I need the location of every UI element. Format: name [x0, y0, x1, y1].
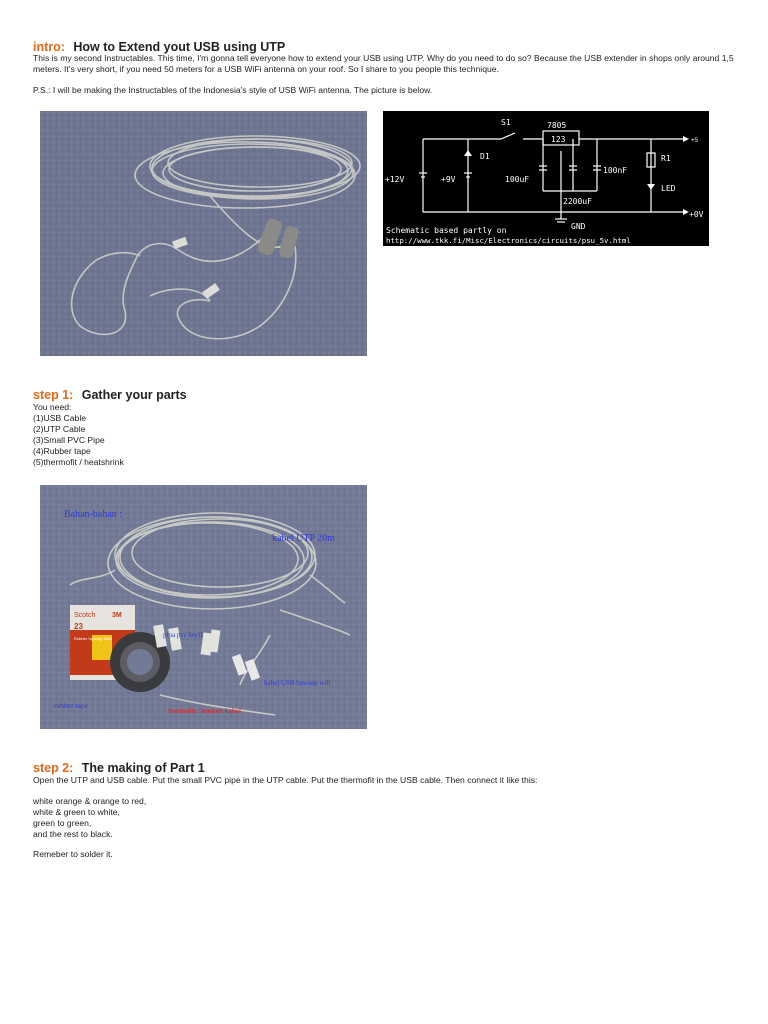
step2-intro: Open the UTP and USB cable. Put the small PVC pipe in the UTP cable. Put the thermofit in the USB cable. Then connect it like this: — [33, 775, 538, 785]
schem-c1: 100uF — [505, 175, 530, 184]
schem-gnd: GND — [571, 222, 586, 231]
parts-line: (1)USB Cable — [33, 413, 87, 423]
parts-line: (4)Rubber tape — [33, 446, 91, 456]
schem-12v: +12V — [385, 175, 405, 184]
schem-caption-2: http://www.tkk.fi/Misc/Electronics/circuits/psu_5v.html — [386, 236, 631, 245]
intro-tag: intro: — [33, 40, 65, 54]
wiring-line: and the rest to black. — [33, 829, 113, 839]
parts-line: You need: — [33, 402, 72, 412]
schem-r1: R1 — [661, 154, 671, 163]
tape-number: 23 — [74, 622, 83, 631]
parts-line: (2)UTP Cable — [33, 424, 86, 434]
step2-wiring-list — [33, 796, 743, 840]
step1-parts-list — [33, 402, 743, 468]
tape-sub: Rubber Splicing Tape — [74, 636, 112, 641]
schem-c2: 100nF — [603, 166, 628, 175]
step1-title: Gather your parts — [81, 388, 187, 402]
wiring-line: green to green, — [33, 818, 92, 828]
power-supply-schematic — [383, 111, 709, 246]
intro-paragraph: This is my second Instructables. This time, I'm gonna tell everyone how to extend your USB using UTP. Why do you need to do so? Because the USB extender in shops only around 1,5 meters. It's very short, if you need 50 meters for a USB WiFi antenna on your roof. So I share to you people this technique. — [33, 53, 734, 74]
schem-reg: 7805 — [547, 121, 567, 130]
wiring-line: white & green to white, — [33, 807, 120, 817]
schem-plus5: +5 — [691, 137, 699, 144]
step2-tag: step 2: — [33, 761, 74, 775]
tape-brand: Scotch — [74, 612, 96, 619]
schem-9v: +9V — [441, 175, 456, 184]
step1-tag: step 1: — [33, 388, 74, 402]
label-pipa: pipa pvc kecil — [163, 631, 203, 639]
step2-title: The making of Part 1 — [81, 761, 205, 775]
step2-closing: Remeber to solder it. — [33, 849, 113, 859]
schem-led: LED — [661, 184, 676, 193]
tape-3m: 3M — [112, 612, 122, 619]
parts-line: (3)Small PVC Pipe — [33, 435, 105, 445]
intro-ps: P.S.: I will be making the Instructables of the Indonesia's style of USB WiFi antenna. The picture is below. — [33, 85, 433, 95]
wiring-line: white orange & orange to red, — [33, 796, 147, 806]
schem-reg-box: 123 — [551, 135, 566, 144]
label-usb: kabel USB bawaan wifi — [264, 679, 331, 687]
label-bahan: Bahan-bahan : — [64, 509, 123, 520]
schem-c3: 2200uF — [563, 197, 592, 206]
schem-s1: S1 — [501, 118, 511, 127]
schem-d1: D1 — [480, 152, 490, 161]
schem-caption-1: Schematic based partly on — [386, 226, 507, 235]
parts-line: (5)thermofit / heatshrink — [33, 457, 124, 467]
label-rubber: rubber tape — [54, 701, 88, 710]
parts-photo — [40, 485, 367, 729]
intro-title: How to Extend yout USB using UTP — [73, 40, 286, 54]
usb-extender-photo — [40, 111, 367, 356]
label-thermofit: thermofit / lontom kabel — [168, 706, 242, 715]
label-utp: kabel UTP 20m — [272, 533, 335, 544]
schem-0v: +0V — [689, 210, 704, 219]
